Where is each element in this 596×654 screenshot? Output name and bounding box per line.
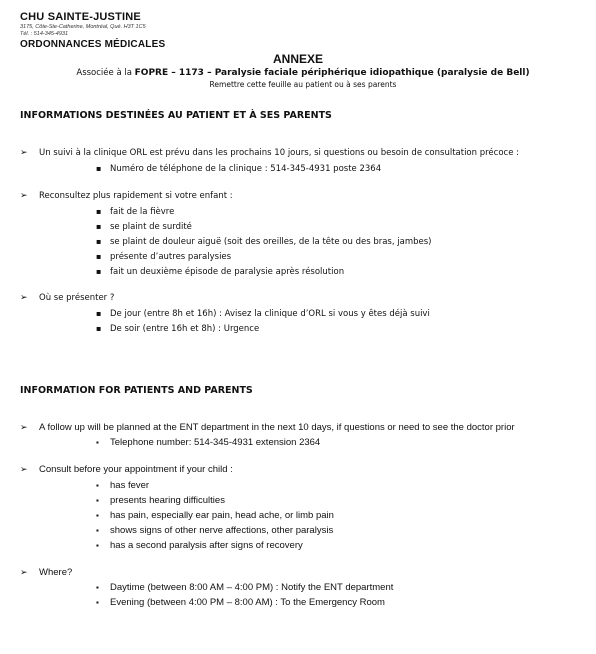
list-item: ▪ De jour (entre 8h et 16h) : Avisez la clinique d’ORL si vous y êtes déjà suivi xyxy=(96,306,430,321)
square-bullet-icon: ▪ xyxy=(96,252,102,261)
fr-where-item xyxy=(20,293,114,303)
en-section-heading: INFORMATION FOR PATIENTS AND PARENTS xyxy=(20,385,253,396)
en-consult-text: Consult before your appointment if your child : xyxy=(39,464,233,475)
list-item: ▪ Evening (between 4:00 PM – 8:00 AM) : To the Emergency Room xyxy=(96,597,385,608)
hospital-name: CHU SAINTE-JUSTINE xyxy=(20,11,141,23)
document-type: ORDONNANCES MÉDICALES xyxy=(20,39,166,50)
square-bullet-icon: ▪ xyxy=(96,438,99,447)
list-item: ▪ se plaint de surdité xyxy=(96,219,431,234)
arrow-bullet-icon: ➢ xyxy=(20,422,28,432)
list-item: ▪ shows signs of other nerve affections, other paralysis xyxy=(96,525,334,536)
fr-where-list xyxy=(96,306,430,336)
list-item: ▪ Numéro de téléphone de la clinique : 514-345-4931 poste 2364 xyxy=(96,161,381,176)
arrow-bullet-icon: ➢ xyxy=(20,148,28,158)
en-where-item xyxy=(20,567,72,578)
square-bullet-icon: ▪ xyxy=(96,583,99,592)
annex-title: ANNEXE xyxy=(272,52,323,66)
list-item: ▪ se plaint de douleur aiguë (soit des oreilles, de la tête ou des bras, jambes) xyxy=(96,234,431,249)
list-item: ▪ has fever xyxy=(96,480,150,491)
arrow-bullet-icon: ➢ xyxy=(20,191,28,201)
arrow-bullet-icon: ➢ xyxy=(20,567,28,577)
square-bullet-icon: ▪ xyxy=(96,481,99,490)
en-followup-list xyxy=(96,435,320,450)
fr-where-text: Où se présenter ? xyxy=(39,293,115,303)
square-bullet-icon: ▪ xyxy=(96,309,102,318)
square-bullet-icon: ▪ xyxy=(96,526,99,535)
square-bullet-icon: ▪ xyxy=(96,541,99,550)
list-item: ▪ De soir (entre 16h et 8h) : Urgence xyxy=(96,321,430,336)
annex-protocol: FOPRE – 1173 – Paralysie faciale périphérique idiopathique (paralysie de Bell) xyxy=(134,68,530,78)
fr-section-heading: INFORMATIONS DESTINÉES AU PATIENT ET À SES PARENTS xyxy=(20,110,332,121)
square-bullet-icon: ▪ xyxy=(96,598,99,607)
fr-consult-text: Reconsultez plus rapidement si votre enfant : xyxy=(39,191,233,201)
annex-association xyxy=(0,68,596,78)
en-consult-item xyxy=(20,464,233,475)
en-consult-list xyxy=(96,478,334,553)
list-item: ▪ fait un deuxième épisode de paralysie après résolution xyxy=(96,264,431,279)
hospital-phone: Tél. : 514-345-4931 xyxy=(20,31,69,37)
en-followup-item xyxy=(20,422,515,433)
list-item: ▪ presents hearing difficulties xyxy=(96,495,225,506)
list-item: ▪ présente d’autres paralysies xyxy=(96,249,431,264)
arrow-bullet-icon: ➢ xyxy=(20,464,28,474)
square-bullet-icon: ▪ xyxy=(96,207,102,216)
square-bullet-icon: ▪ xyxy=(96,511,99,520)
annex-assoc-prefix: Associée à la xyxy=(76,68,132,78)
square-bullet-icon: ▪ xyxy=(96,496,99,505)
list-item: ▪ has pain, especially ear pain, head ache, or limb pain xyxy=(96,510,334,521)
fr-followup-item xyxy=(20,148,519,158)
fr-followup-text: Un suivi à la clinique ORL est prévu dans les prochains 10 jours, si questions ou besoin de consultation précoce : xyxy=(39,148,519,158)
fr-followup-list xyxy=(96,161,381,176)
square-bullet-icon: ▪ xyxy=(96,324,102,333)
square-bullet-icon: ▪ xyxy=(96,222,102,231)
square-bullet-icon: ▪ xyxy=(96,164,102,173)
hospital-address: 3175, Côte-Ste-Catherine, Montréal, Qué. H3T 1C5 xyxy=(20,24,146,30)
arrow-bullet-icon: ➢ xyxy=(20,293,28,303)
fr-consult-item xyxy=(20,191,233,201)
en-followup-text: A follow up will be planned at the ENT department in the next 10 days, if questions or need to see the doctor prior xyxy=(39,422,515,433)
en-where-list xyxy=(96,580,393,610)
list-item: ▪ Telephone number: 514-345-4931 extension 2364 xyxy=(96,437,321,448)
list-item: ▪ fait de la fièvre xyxy=(96,204,431,219)
list-item: ▪ Daytime (between 8:00 AM – 4:00 PM) : Notify the ENT department xyxy=(96,582,394,593)
annex-instruction: Remettre cette feuille au patient ou à ses parents xyxy=(209,80,397,89)
en-where-text: Where? xyxy=(39,567,73,578)
square-bullet-icon: ▪ xyxy=(96,267,102,276)
list-item: ▪ has a second paralysis after signs of recovery xyxy=(96,540,303,551)
square-bullet-icon: ▪ xyxy=(96,237,102,246)
fr-consult-list xyxy=(96,204,431,279)
document-header xyxy=(20,11,165,51)
